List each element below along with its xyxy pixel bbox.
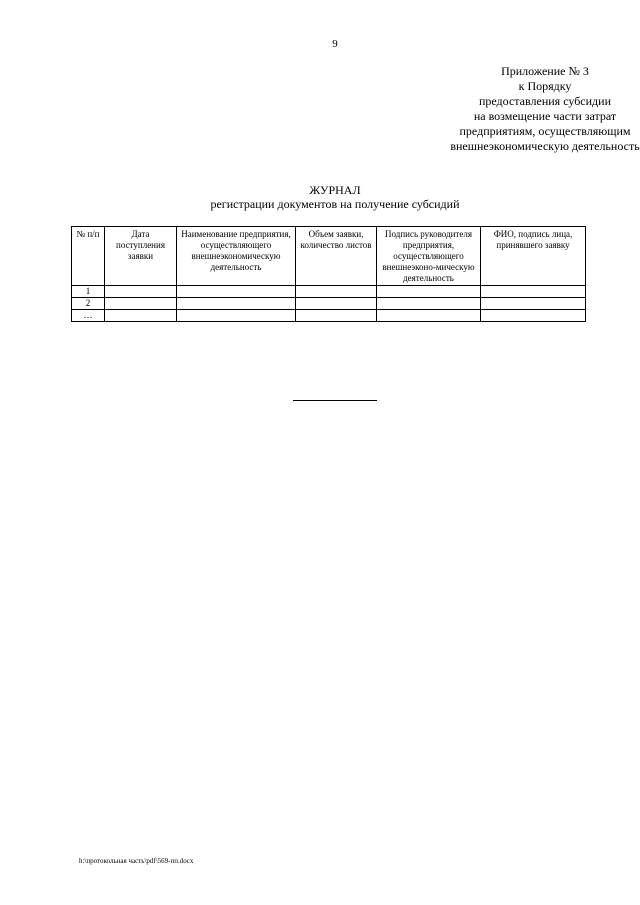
journal-table [71,226,586,322]
column-header-number: № п/п [72,227,105,286]
appendix-line: Приложение № 3 [501,64,589,78]
table-cell [177,298,296,310]
closing-divider [293,400,377,401]
journal-title: ЖУРНАЛ [309,183,361,197]
column-header-receiver: ФИО, подпись лица, принявшего заявку [481,227,586,286]
column-header-director-signature: Подпись руководителя предприятия, осуществляющего внешнеэконо-мическую деятельность [377,227,481,286]
table-cell [177,310,296,322]
table-cell [105,298,177,310]
appendix-line: предприятиям, осуществляющим [459,124,631,138]
table-cell [481,298,586,310]
column-header-volume: Объем заявки, количество листов [296,227,377,286]
table-row [72,310,586,322]
appendix-line: на возмещение части затрат [473,109,617,123]
column-header-company-name: Наименование предприятия, осуществляющего внешнеэкономическую деятельность [177,227,296,286]
table-header-row [72,227,586,286]
row-number-cell: … [72,310,105,322]
table-cell [105,310,177,322]
table-cell [377,310,481,322]
appendix-line: предоставления субсидии [478,94,612,108]
table-cell [296,298,377,310]
table-cell [105,286,177,298]
row-number-cell: 1 [72,286,105,298]
appendix-line: к Порядку [518,79,572,93]
row-number-cell: 2 [72,298,105,310]
table-cell [296,310,377,322]
table-cell [377,298,481,310]
file-path-footer: h:\протокольная часть\pdf\569-пп.docx [79,857,194,865]
page-number: 9 [332,38,338,50]
table-row [72,298,586,310]
table-cell [177,286,296,298]
table-cell [377,286,481,298]
table-cell [296,286,377,298]
appendix-line: внешнеэкономическую деятельность [450,139,640,153]
column-header-date: Дата поступления заявки [105,227,177,286]
table-row [72,286,586,298]
appendix-block [370,64,640,154]
table-cell [481,310,586,322]
table-cell [481,286,586,298]
journal-subtitle: регистрации документов на получение субсидий [210,197,460,211]
